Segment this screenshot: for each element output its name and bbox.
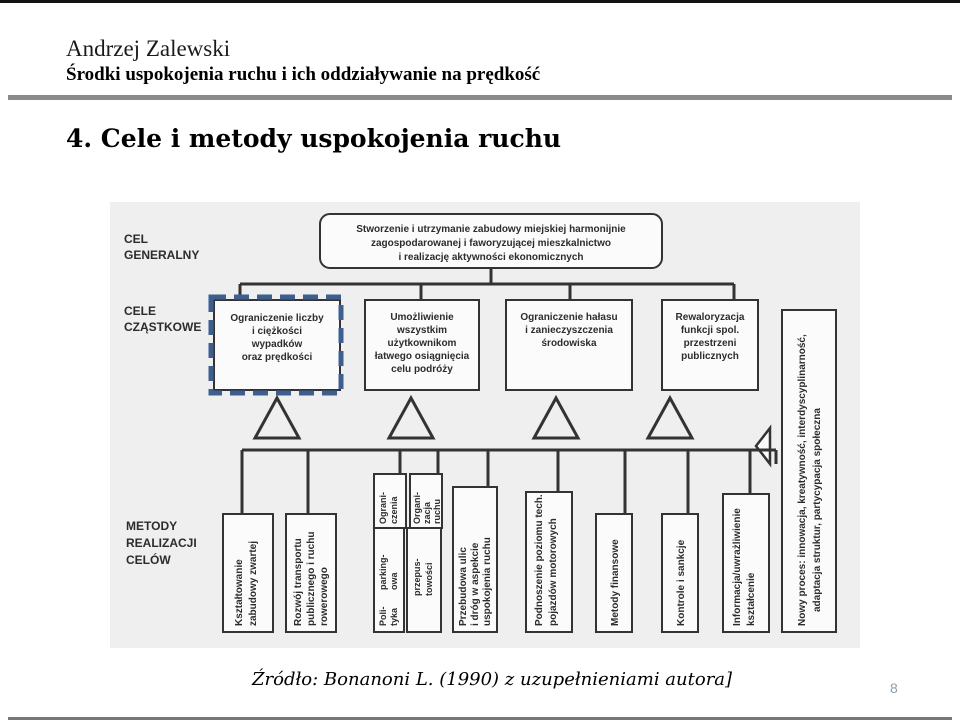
method-text: kształcenie bbox=[746, 572, 757, 626]
method-text: zabudowy zwartej bbox=[248, 540, 259, 626]
method-text: rowerowego bbox=[319, 567, 330, 626]
general-goal-line: i realizację aktywności ekonomicznych bbox=[398, 252, 584, 263]
diagram-canvas bbox=[110, 202, 860, 648]
source-caption: Źródło: Bonanoni L. (1990) z uzupełnieniami autora] bbox=[252, 669, 733, 690]
page-number: 8 bbox=[890, 680, 898, 696]
method-text: Rozwój transportu bbox=[293, 538, 304, 626]
partial-goal-text: oraz prędkości bbox=[241, 352, 313, 363]
partial-goal-text: Ograniczenie liczby bbox=[230, 313, 324, 324]
partial-goal-text: łatwego osiągnięcia bbox=[374, 351, 470, 362]
label-cele: CELE bbox=[124, 304, 157, 318]
general-goal-line: zagospodarowanej i faworyzującej mieszkalnictwo bbox=[370, 238, 612, 249]
partial-goal-text: wszystkim bbox=[396, 325, 448, 336]
label-realizacji: REALIZACJI bbox=[126, 536, 197, 550]
method-text: towości bbox=[424, 562, 434, 596]
method-text: ruchu bbox=[432, 498, 442, 524]
presentation-subtitle: Środki uspokojenia ruchu i ich oddziaływanie na prędkość bbox=[66, 64, 541, 85]
partial-goal-text: i zanieczyszczenia bbox=[525, 325, 613, 336]
partial-goal-text: i ciężkości bbox=[251, 326, 303, 337]
method-text: przepus- bbox=[412, 558, 422, 596]
process-arrow bbox=[756, 428, 770, 464]
top-rule bbox=[0, 0, 960, 3]
method-text: owa bbox=[389, 572, 399, 590]
partial-goal-text: wypadków bbox=[251, 339, 303, 350]
partial-goal-text: przestrzeni bbox=[683, 338, 737, 349]
label-czastkowe: CZĄSTKOWE bbox=[124, 320, 202, 334]
label-celow: CELÓW bbox=[126, 553, 171, 567]
process-text: Nowy proces: innowacja, kreatywność, interdyscyplinarność, bbox=[797, 334, 808, 626]
method-text: Informacja/uwrażliwienie bbox=[732, 508, 743, 626]
partial-goal-text: celu podróży bbox=[391, 364, 453, 375]
methods-connector bbox=[242, 450, 776, 514]
method-text: uspokojenia ruchu bbox=[482, 537, 493, 626]
partial-goal-text: środowiska bbox=[541, 338, 597, 349]
method-text: pojazdów motorowych bbox=[548, 518, 559, 626]
author-name: Andrzej Zalewski bbox=[66, 36, 231, 61]
method-text: Ograni- bbox=[378, 491, 388, 524]
bottom-rule bbox=[8, 717, 952, 720]
general-goal-line: Stworzenie i utrzymanie zabudowy miejskiej harmonijnie bbox=[356, 224, 626, 235]
partial-goal-text: Rewaloryzacja bbox=[675, 312, 745, 323]
method-text: Kontrole i sankcje bbox=[676, 539, 687, 626]
method-text: Poli- bbox=[378, 606, 388, 626]
goals-methods-diagram bbox=[110, 202, 860, 648]
method-text: czenia bbox=[389, 496, 399, 524]
method-text: Organi- bbox=[412, 491, 422, 524]
section-title: 4. Cele i metody uspokojenia ruchu bbox=[66, 124, 562, 153]
header-divider bbox=[8, 95, 952, 100]
label-metody: METODY bbox=[126, 519, 178, 533]
method-text: Kształtowanie bbox=[234, 559, 245, 626]
method-text: tyka bbox=[389, 607, 399, 626]
method-text: zacja bbox=[422, 501, 432, 524]
partial-goal-text: Umożliwienie bbox=[390, 312, 454, 323]
process-box bbox=[782, 310, 836, 632]
method-text: Podnoszenie poziomu tech. bbox=[534, 494, 545, 626]
method-text: parking- bbox=[378, 554, 388, 590]
process-text: adaptacja struktur, partycypacja społeczna bbox=[812, 408, 823, 612]
partial-goal-text: użytkownikom bbox=[387, 338, 457, 349]
method-text: Metody finansowe bbox=[610, 539, 621, 626]
method-text: i dróg w aspekcie bbox=[470, 542, 481, 626]
partial-goal-text: publicznych bbox=[681, 351, 739, 362]
label-cel: CEL bbox=[124, 232, 148, 246]
goal-arrows bbox=[255, 398, 692, 438]
partial-goal-text: funkcji spol. bbox=[680, 325, 740, 336]
method-text: Przebudowa ulic bbox=[458, 547, 469, 626]
method-text: publicznego i ruchu bbox=[306, 531, 317, 626]
partial-goal-text: Ograniczenie hałasu bbox=[520, 312, 618, 323]
label-generalny: GENERALNY bbox=[124, 248, 200, 262]
